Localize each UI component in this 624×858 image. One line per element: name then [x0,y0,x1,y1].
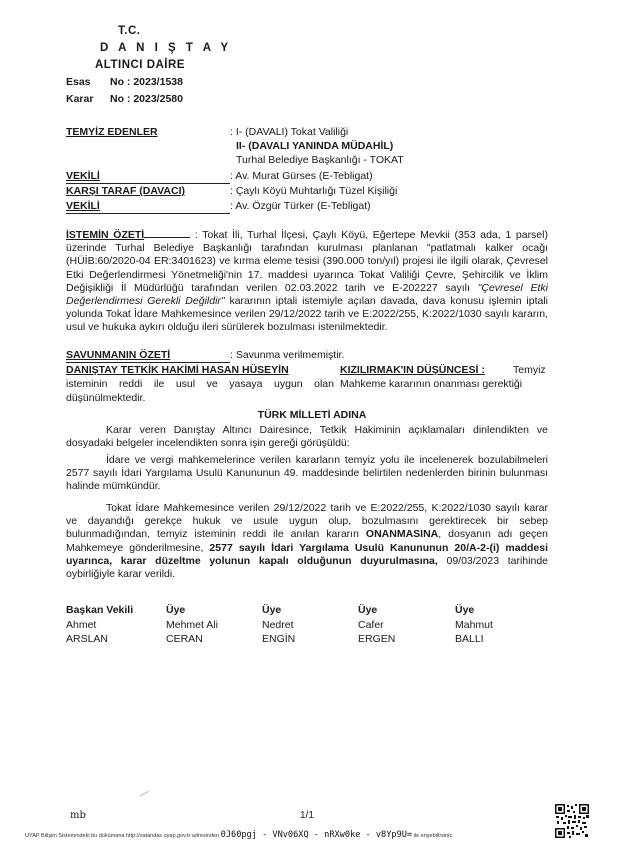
uyap-suffix: ile erişebilirsiniz. [413,833,454,839]
opinion-tail: düşünülmektedir. [66,392,146,404]
uyap-prefix: UYAP Bilişim Sistemindeki bu dokümana http://vatandas.uyap.gov.tr adresinden [25,833,220,839]
istem-paragraph [66,228,548,335]
savci-opinion-label: KIZILIRMAK'IN DÜŞÜNCESİ : [340,364,485,376]
signature-title: Üye [455,604,475,616]
temyiz-line3: Turhal Belediye Başkanlığı - TOKAT [236,154,404,166]
esas-label: Esas [66,76,91,88]
scan-mark [139,791,150,800]
qr-code-icon [554,803,590,839]
signature-last-name: ARSLAN [66,633,109,645]
signature-first-name: Mehmet Ali [166,619,218,631]
uyap-footer [25,830,454,840]
savci-opinion-text: Mahkeme kararının onanması gerektiği [340,378,523,390]
body-paragraph-3 [66,502,548,581]
signature-first-name: Ahmet [66,619,97,631]
vekili1-underline [66,183,230,184]
istem-text: : Tokat İli, Turhal İlçesi, Çaylı Köyü, Eğertepe Mevkii (353 ada, 1 parsel) üzerinde Turhal Belediye Başkanlığı tarafından kurulması planlanan "patlatmalı kalker ocağı (HÜİB:60/2020-04 ER:3401623) ve kırma eleme tesisi (390.000 ton/yıl) projesi ile ilgili olarak, Çevresel Etki Değerlendirmesi Yönetmeliği'nin 17. maddesi uyarınca Tokat Valiliği Çevre, Şehircilik ve İklim Değişikliği İl Müdürlüğü tarafından verilen 02.03.2022 tarih ve E-202227 sayılı [66,229,548,294]
body-paragraph-1: Karar veren Danıştay Altıncı Dairesince, Tetkik Hakiminin açıklamaları dinlendikten ve dosyadaki belgeler incelendikten sonra işin gereği görüşüldü: [66,424,548,450]
body-p3-e: 09/03/2023 tarihinde oybirliğiyle karar verildi. [66,554,548,581]
tetkik-hakimi-label: DANIŞTAY TETKİK HAKİMİ HASAN HÜSEYİN [66,364,289,376]
signature-title: Üye [358,604,378,616]
temyiz-label: TEMYİZ EDENLER [66,126,158,138]
chamber-name: ALTINCI DAİRE [95,59,185,71]
signature-last-name: CERAN [166,633,203,645]
nation-heading: TÜRK MİLLETİ ADINA [257,409,367,421]
initials: mb [70,810,86,821]
esas-number: No : 2023/1538 [110,76,183,88]
karar-number: No : 2023/2580 [110,93,183,105]
istem-label-rule [144,228,190,238]
istem-ced-quote: "Çevresel Etki Değerlendirmesi Gerekli Değildir" [66,281,548,308]
signature-last-name: ERGEN [358,633,396,645]
istem-text-end: kararının iptali istemiyle açılan davada, dava konusu işlemin iptali yolunda Tokat İdare Mahkemesince verilen 29/12/2022 tarih ve E:2022/255, K:2022/1030 sayılı kararın, usul ve hukuka aykırı olduğu ileri sürülerek bozulması istenilmektedir. [66,295,548,334]
vekili2-value: : Av. Özgür Türker (E-Tebligat) [230,200,371,212]
signature-first-name: Nedret [262,619,294,631]
savci-opinion-first: Temyiz [513,364,546,376]
karar-duzeltme-text: 2577 sayılı İdari Yargılama Usulü Kanununun 20/A-2-(i) maddesi uyarınca, karar düzeltme yolunun kapalı olduğunun duyurulmasına, [66,541,549,567]
vekili2-underline [66,213,230,214]
onanmasina-text: ONANMASINA [365,528,439,541]
signature-first-name: Mahmut [455,619,493,631]
signature-last-name: ENGİN [262,633,296,645]
court-name: D A N I Ş T A Y [100,42,232,54]
body-p3-c: , dosyanın adı geçen Mahkemeye gönderilmesine, [66,528,548,554]
body-p3-a: Tokat İdare Mahkemesince verilen 29/12/2022 tarih ve E:2022/255, K:2022/1030 sayılı karar ve dayandığı gerekçe hukuk ve usule uygun olup, bozulmasını gerektirecek bir sebep bulunmadığından, temyiz isteminin reddi ile anılan kararın [66,502,548,541]
signature-title: Üye [166,604,186,616]
vekili2-label: VEKİLİ [66,200,100,212]
signature-title: Başkan Vekili [66,604,134,616]
signature-last-name: BALLI [455,633,484,645]
savunma-value: : Savunma verilmemiştir. [230,349,345,361]
karsi-taraf-value: : Çaylı Köyü Muhtarlığı Tüzel Kişiliği [230,185,398,197]
body-paragraph-2: İdare ve vergi mahkemelerince verilen kararların temyiz yolu ile incelenerek bozulabilmeleri 2577 sayılı İdari Yargılama Usulü Kanununun 49. maddesinde belirtilen nedenlerden birinin bulunması halinde mümkündür. [66,454,548,493]
verification-code: 0J60pgj - VNv06XQ - nRXw0ke - v8Yp9U= [220,830,413,840]
tetkik-opinion-text: isteminin reddi ile usul ve yasaya uygun olan [66,378,334,390]
signature-title: Üye [262,604,282,616]
tc-header: T.C. [118,25,141,37]
vekili1-label: VEKİLİ [66,170,100,182]
vekili1-value: : Av. Murat Gürses (E-Tebligat) [230,170,373,182]
savunma-underline [66,362,230,363]
page-number: 1/1 [300,810,314,821]
savunma-label: SAVUNMANIN ÖZETİ [66,349,171,361]
temyiz-line2: II- (DAVALI YANINDA MÜDAHİL) [236,140,394,152]
temyiz-line1: : I- (DAVALI) Tokat Valiliği [230,126,349,138]
karsi-taraf-label: KARŞI TARAF (DAVACI) [66,185,185,197]
karar-label: Karar [66,93,94,105]
signature-first-name: Cafer [358,619,384,631]
istem-label: İSTEMİN ÖZETİ [66,229,145,241]
